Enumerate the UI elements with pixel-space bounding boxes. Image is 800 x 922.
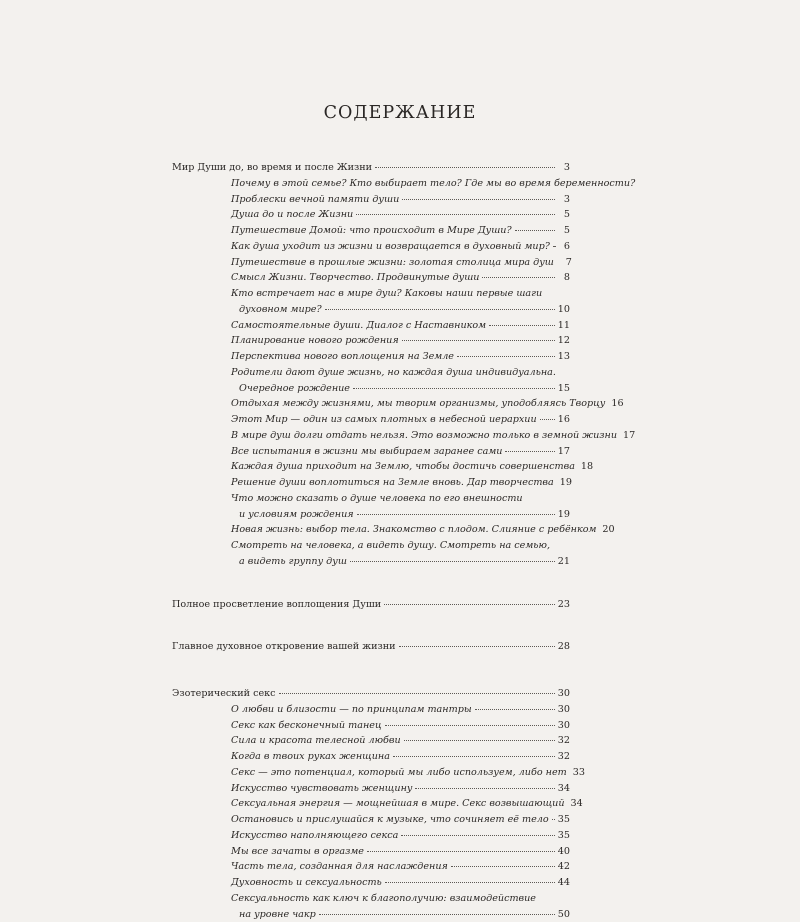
toc-entry <box>172 428 570 444</box>
toc-page-number: 35 <box>558 812 570 828</box>
toc-entry-title: Планирование нового рождения <box>231 333 399 349</box>
toc-page-number: 8 <box>558 270 570 286</box>
toc-entry-title: Самостоятельные души. Диалог с Наставником <box>231 318 486 334</box>
toc-entry-title: Новая жизнь: выбор тела. Знакомство с плодом. Слияние с ребёнком <box>231 522 596 538</box>
toc-page-number: 32 <box>558 749 570 765</box>
section-gap <box>172 655 570 686</box>
toc-page-number: 33 <box>573 765 585 781</box>
dot-leader <box>404 740 555 741</box>
toc-page-number: 30 <box>558 686 570 702</box>
dot-leader <box>402 199 555 200</box>
dot-leader <box>375 167 555 168</box>
toc-entry-title: Смысл Жизни. Творчество. Продвинутые души <box>231 270 479 286</box>
toc-entry <box>172 702 570 718</box>
toc-page-number: 20 <box>602 522 614 538</box>
toc-entry-title: Что можно сказать о душе человека по его внешности <box>231 491 523 507</box>
toc-entry <box>172 412 570 428</box>
toc-page-number: 30 <box>558 718 570 734</box>
toc-entry <box>172 812 570 828</box>
toc-entry-title: Сила и красота телесной любви <box>231 733 401 749</box>
toc-entry <box>172 491 570 507</box>
toc-entry <box>172 538 570 554</box>
toc-entry-title: Полное просветление воплощения Души <box>172 597 381 613</box>
toc-entry <box>172 859 570 875</box>
toc-entry <box>172 349 570 365</box>
toc-page-number: 7 <box>560 255 572 271</box>
toc-page-number: 19 <box>560 475 572 491</box>
dot-leader <box>319 914 555 915</box>
dot-leader <box>353 388 555 389</box>
toc-page-number: 44 <box>558 875 570 891</box>
toc-page-number: 34 <box>558 781 570 797</box>
dot-leader <box>475 709 555 710</box>
toc-chapter <box>172 160 570 176</box>
toc-entry-title: Мир Души до, во время и после Жизни <box>172 160 372 176</box>
toc-page-number: 13 <box>558 349 570 365</box>
toc-entry <box>172 333 570 349</box>
dot-leader <box>350 561 555 562</box>
toc-entry <box>172 270 570 286</box>
toc-entry <box>172 749 570 765</box>
toc-entry-title: Духовность и сексуальность <box>231 875 382 891</box>
toc-entry <box>172 796 570 812</box>
toc-entry <box>172 781 570 797</box>
toc-entry-title: Часть тела, созданная для наслаждения <box>231 859 448 875</box>
toc-page-number: 5 <box>558 223 570 239</box>
toc-page-number: 19 <box>558 507 570 523</box>
toc-entry-title: Смотреть на человека, а видеть душу. Смотреть на семью, <box>231 538 550 554</box>
toc-entry-title: Путешествие в прошлые жизни: золотая столица мира душ <box>231 255 554 271</box>
toc-page-number: 3 <box>558 160 570 176</box>
toc-entry-continuation <box>172 907 570 922</box>
toc-entry-title: Каждая душа приходит на Землю, чтобы достичь совершенства <box>231 459 575 475</box>
toc-entry <box>172 891 570 907</box>
toc-entry-title: на уровне чакр <box>239 907 316 922</box>
toc-chapter <box>172 639 570 655</box>
toc-entry-title: Сексуальность как ключ к благополучию: взаимодействие <box>231 891 536 907</box>
toc-entry-title: Отдыхая между жизнями, мы творим организмы, уподобляясь Творцу <box>231 396 605 412</box>
toc-page-number: 12 <box>558 333 570 349</box>
toc-entry-title: а видеть группу душ <box>239 554 347 570</box>
toc-page-number: 34 <box>571 796 583 812</box>
toc-entry-title: Когда в твоих руках женщина <box>231 749 390 765</box>
toc-entry-title: Проблески вечной памяти души <box>231 192 399 208</box>
toc-entry-title: Как душа уходит из жизни и возвращается в духовный мир? <box>231 239 550 255</box>
toc-chapter <box>172 597 570 613</box>
toc-entry-title: Эзотерический секс <box>172 686 276 702</box>
toc-entry-title: Почему в этой семье? Кто выбирает тело? Где мы во время беременности? <box>231 176 635 192</box>
toc-entry-title: О любви и близости — по принципам тантры <box>231 702 472 718</box>
toc-entry <box>172 765 570 781</box>
toc-entry-title: Искусство наполняющего секса <box>231 828 398 844</box>
toc-entry <box>172 365 570 381</box>
dot-leader <box>401 835 554 836</box>
toc-entry-continuation <box>172 554 570 570</box>
toc-page-number: 30 <box>558 702 570 718</box>
dot-leader <box>489 325 555 326</box>
toc-entry <box>172 718 570 734</box>
toc-page-number: 32 <box>558 733 570 749</box>
toc-entry-title: Секс как бесконечный танец <box>231 718 382 734</box>
toc-entry <box>172 192 570 208</box>
dot-leader <box>393 756 555 757</box>
page-title: СОДЕРЖАНИЕ <box>0 103 800 123</box>
table-of-contents <box>172 160 570 922</box>
toc-page-number: 5 <box>558 207 570 223</box>
dot-leader <box>415 788 554 789</box>
dot-leader <box>279 693 555 694</box>
toc-entry <box>172 733 570 749</box>
toc-page-number: 35 <box>558 828 570 844</box>
toc-page-number: 17 <box>623 428 635 444</box>
toc-entry-continuation <box>172 507 570 523</box>
toc-chapter <box>172 686 570 702</box>
toc-page-number: 50 <box>558 907 570 922</box>
toc-entry-title: Кто встречает нас в мире душ? Каковы наши первые шаги <box>231 286 542 302</box>
toc-entry <box>172 239 570 255</box>
dot-leader <box>356 214 555 215</box>
dot-leader <box>402 340 555 341</box>
toc-entry <box>172 286 570 302</box>
toc-entry <box>172 444 570 460</box>
toc-entry <box>172 396 570 412</box>
section-gap <box>172 570 570 597</box>
dot-leader <box>325 309 555 310</box>
dot-leader <box>385 882 555 883</box>
toc-entry-title: Решение души воплотиться на Земле вновь. Дар творчества <box>231 475 554 491</box>
toc-page-number: 23 <box>558 597 570 613</box>
dot-leader <box>457 356 555 357</box>
dot-leader <box>482 277 555 278</box>
dot-leader <box>384 604 555 605</box>
toc-page-number: 10 <box>558 302 570 318</box>
toc-entry-title: В мире душ долги отдать нельзя. Это возможно только в земной жизни <box>231 428 617 444</box>
dot-leader <box>553 246 555 247</box>
toc-entry-title: духовном мире? <box>239 302 322 318</box>
toc-page-number: 28 <box>558 639 570 655</box>
toc-entry-title: Душа до и после Жизни <box>231 207 353 223</box>
dot-leader <box>357 514 555 515</box>
section-gap <box>172 612 570 639</box>
toc-page-number: 6 <box>558 239 570 255</box>
toc-entry-title: Путешествие Домой: что происходит в Мире Души? <box>231 223 512 239</box>
toc-page-number: 11 <box>558 318 570 334</box>
toc-entry <box>172 875 570 891</box>
toc-entry-title: Очередное рождение <box>239 381 350 397</box>
toc-entry-title: Искусство чувствовать женщину <box>231 781 412 797</box>
toc-entry-title: Мы все зачаты в оргазме <box>231 844 364 860</box>
toc-entry-title: Родители дают душе жизнь, но каждая душа индивидуальна. <box>231 365 556 381</box>
toc-entry <box>172 459 570 475</box>
toc-entry-continuation <box>172 381 570 397</box>
toc-entry <box>172 844 570 860</box>
toc-entry-continuation <box>172 302 570 318</box>
toc-entry <box>172 176 570 192</box>
dot-leader <box>540 419 555 420</box>
toc-page-number: 42 <box>558 859 570 875</box>
dot-leader <box>367 851 555 852</box>
toc-entry <box>172 522 570 538</box>
toc-entry <box>172 475 570 491</box>
toc-entry-title: Главное духовное откровение вашей жизни <box>172 639 396 655</box>
toc-entry <box>172 318 570 334</box>
toc-entry-title: Все испытания в жизни мы выбираем заранее сами <box>231 444 502 460</box>
toc-page-number: 18 <box>581 459 593 475</box>
toc-entry-title: Сексуальная энергия — мощнейшая в мире. Секс возвышающий <box>231 796 565 812</box>
toc-page-number: 17 <box>558 444 570 460</box>
toc-entry-title: Остановись и прислушайся к музыке, что сочиняет её тело <box>231 812 549 828</box>
toc-page-number: 21 <box>558 554 570 570</box>
toc-page-number: 40 <box>558 844 570 860</box>
toc-entry-title: Этот Мир — один из самых плотных в небесной иерархии <box>231 412 537 428</box>
toc-entry <box>172 255 570 271</box>
dot-leader <box>399 646 555 647</box>
dot-leader <box>451 866 555 867</box>
toc-entry <box>172 207 570 223</box>
dot-leader <box>515 230 555 231</box>
toc-entry-title: и условиям рождения <box>239 507 354 523</box>
toc-entry <box>172 223 570 239</box>
toc-page-number: 16 <box>558 412 570 428</box>
toc-entry-title: Перспектива нового воплощения на Земле <box>231 349 454 365</box>
toc-entry <box>172 828 570 844</box>
dot-leader <box>385 725 555 726</box>
toc-page-number: 3 <box>558 192 570 208</box>
toc-page-number: 15 <box>558 381 570 397</box>
dot-leader <box>552 819 555 820</box>
toc-page-number: 16 <box>611 396 623 412</box>
dot-leader <box>505 451 554 452</box>
toc-entry-title: Секс — это потенциал, который мы либо используем, либо нет <box>231 765 567 781</box>
